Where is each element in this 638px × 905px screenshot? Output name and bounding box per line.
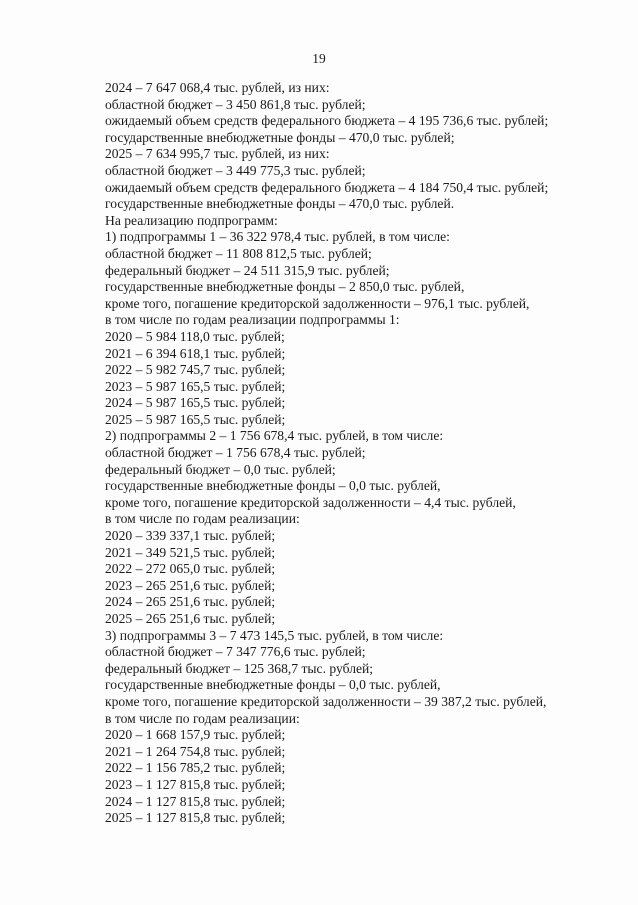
text-line: 2023 – 5 987 165,5 тыс. рублей; — [105, 378, 286, 394]
text-line: кроме того, погашение кредиторской задолженности – 976,1 тыс. рублей, — [105, 295, 530, 311]
text-line: в том числе по годам реализации: — [105, 710, 300, 726]
text-line: федеральный бюджет – 125 368,7 тыс. рублей; — [105, 660, 374, 676]
text-line: 2020 – 5 984 118,0 тыс. рублей; — [105, 328, 285, 344]
text-line: областной бюджет – 1 756 678,4 тыс. рублей; — [105, 445, 366, 461]
text-line: На реализацию подпрограмм: — [105, 212, 278, 228]
text-line: 2023 – 1 127 815,8 тыс. рублей; — [105, 776, 286, 792]
text-line: кроме того, погашение кредиторской задолженности – 39 387,2 тыс. рублей, — [105, 693, 547, 709]
text-line: 2022 – 5 982 745,7 тыс. рублей; — [105, 362, 286, 378]
text-line: 2025 – 265 251,6 тыс. рублей; — [105, 611, 276, 626]
text-line: 2020 – 339 337,1 тыс. рублей; — [105, 528, 276, 544]
text-line: областной бюджет – 3 450 861,8 тыс. рублей; — [105, 96, 366, 112]
document-body — [105, 80, 605, 827]
text-line: 2021 – 1 264 754,8 тыс. рублей; — [105, 743, 286, 759]
text-line: государственные внебюджетные фонды – 470,0 тыс. рублей. — [105, 196, 455, 212]
page-number: 19 — [312, 51, 326, 66]
text-line: 2025 – 7 634 995,7 тыс. рублей, из них: — [105, 146, 330, 162]
text-line: 2024 – 265 251,6 тыс. рублей; — [105, 594, 276, 610]
text-line: государственные внебюджетные фонды – 0,0 тыс. рублей, — [105, 478, 441, 494]
text-line: федеральный бюджет – 24 511 315,9 тыс. рублей; — [105, 262, 390, 278]
text-line: областной бюджет – 7 347 776,6 тыс. рублей; — [105, 644, 366, 660]
text-line: 2024 – 7 647 068,4 тыс. рублей, из них: — [105, 80, 330, 95]
text-line: областной бюджет – 3 449 775,3 тыс. рублей; — [105, 162, 366, 178]
text-line: 2025 – 5 987 165,5 тыс. рублей; — [105, 411, 286, 427]
text-line: государственные внебюджетные фонды – 470,0 тыс. рублей; — [105, 129, 455, 145]
text-line: 2022 – 272 065,0 тыс. рублей; — [105, 561, 276, 577]
text-line: 2021 – 6 394 618,1 тыс. рублей; — [105, 345, 286, 361]
text-line: 2021 – 349 521,5 тыс. рублей; — [105, 544, 276, 560]
text-line: 2) подпрограммы 2 – 1 756 678,4 тыс. рублей, в том числе: — [105, 428, 444, 444]
text-line: 2024 – 5 987 165,5 тыс. рублей; — [105, 395, 286, 411]
text-line: ожидаемый объем средств федерального бюджета – 4 195 736,6 тыс. рублей; — [105, 113, 549, 129]
text-line: 1) подпрограммы 1 – 36 322 978,4 тыс. рублей, в том числе: — [105, 229, 450, 245]
text-line: 2020 – 1 668 157,9 тыс. рублей; — [105, 727, 286, 743]
text-line: 2024 – 1 127 815,8 тыс. рублей; — [105, 793, 286, 809]
text-line: государственные внебюджетные фонды – 0,0 тыс. рублей, — [105, 677, 441, 693]
text-line: федеральный бюджет – 0,0 тыс. рублей; — [105, 461, 336, 477]
text-line: областной бюджет – 11 808 812,5 тыс. рублей; — [105, 245, 372, 261]
text-line: в том числе по годам реализации подпрограммы 1: — [105, 312, 400, 328]
text-line: 3) подпрограммы 3 – 7 473 145,5 тыс. рублей, в том числе: — [105, 627, 444, 643]
text-line: 2022 – 1 156 785,2 тыс. рублей; — [105, 760, 286, 776]
text-line: кроме того, погашение кредиторской задолженности – 4,4 тыс. рублей, — [105, 494, 516, 510]
text-line: 2023 – 265 251,6 тыс. рублей; — [105, 577, 276, 593]
text-line: 2025 – 1 127 815,8 тыс. рублей; — [105, 810, 286, 826]
text-line: в том числе по годам реализации: — [105, 511, 300, 527]
text-line: государственные внебюджетные фонды – 2 850,0 тыс. рублей, — [105, 279, 465, 295]
text-line: ожидаемый объем средств федерального бюджета – 4 184 750,4 тыс. рублей; — [105, 179, 549, 195]
